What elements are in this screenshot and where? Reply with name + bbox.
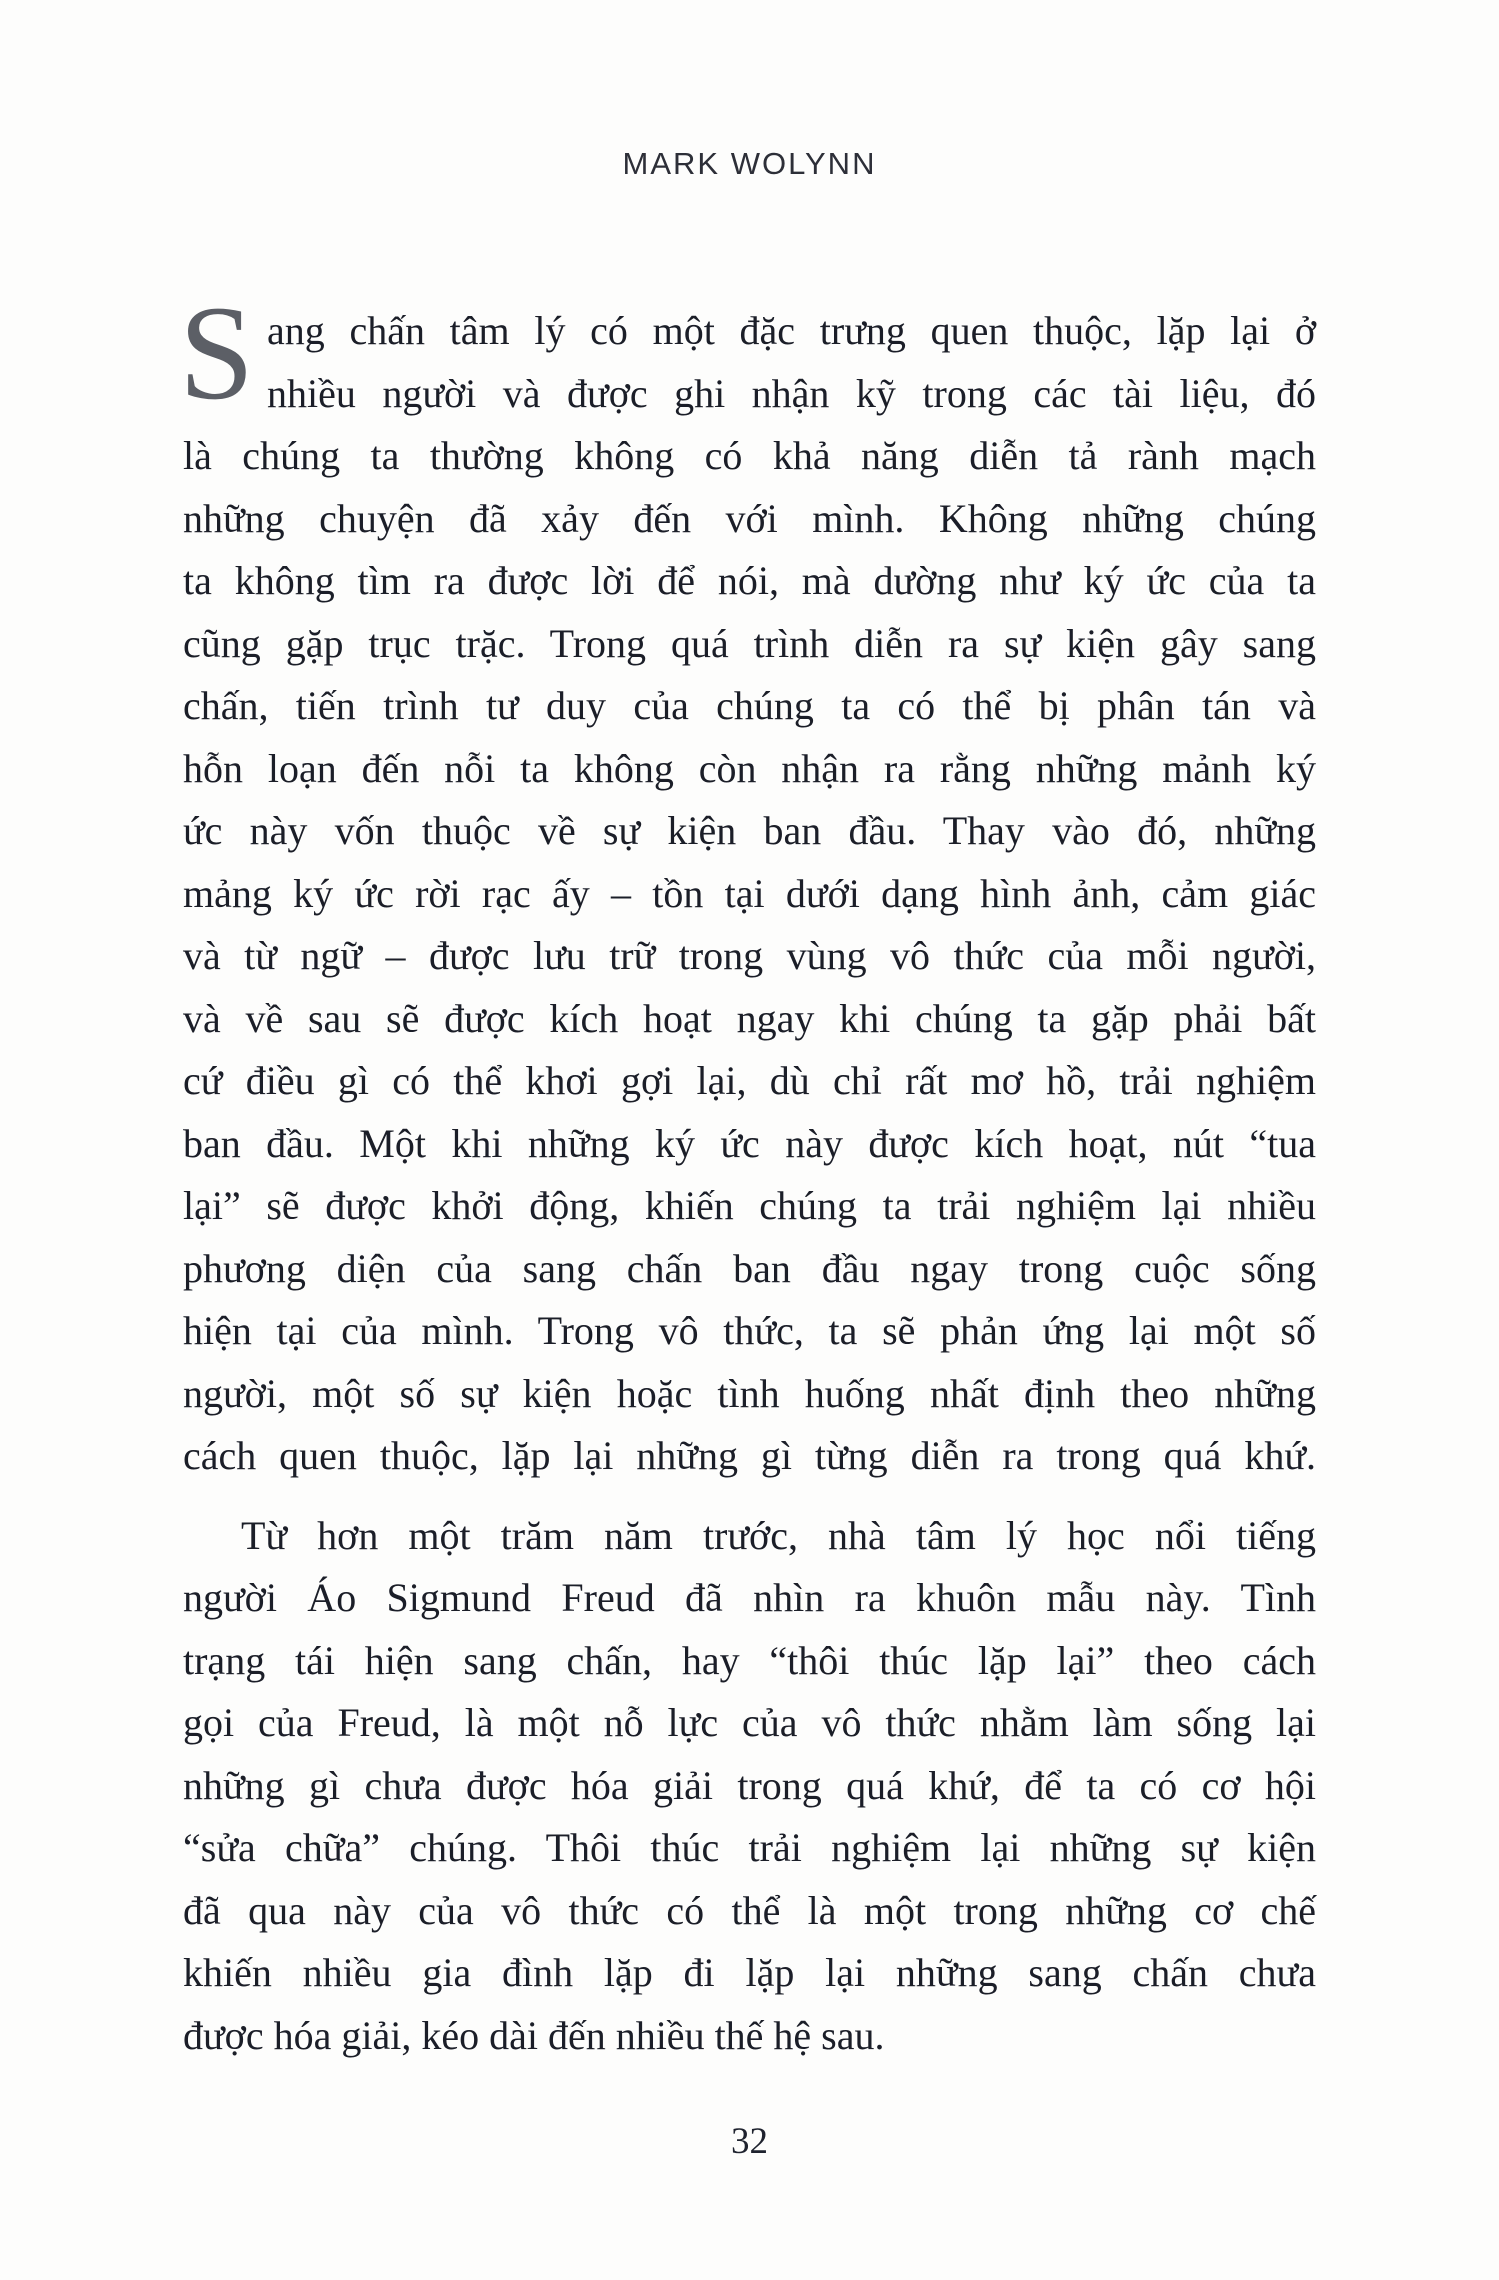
text-line: ta không tìm ra được lời để nói, mà dường như ký ức của ta <box>183 558 1316 603</box>
text-line: gọi của Freud, là một nỗ lực của vô thức nhằm làm sống lại <box>183 1700 1316 1745</box>
paragraph-1 <box>179 279 1316 1488</box>
text-line: Từ hơn một trăm năm trước, nhà tâm lý học nổi tiếng <box>241 1512 1316 1558</box>
text-line: hiện tại của mình. Trong vô thức, ta sẽ phản ứng lại một số <box>183 1308 1316 1353</box>
body-text <box>179 279 1316 2067</box>
paragraph-2 <box>183 1505 1316 2068</box>
text-line: khiến nhiều gia đình lặp đi lặp lại những sang chấn chưa <box>183 1950 1316 1995</box>
text-line: ang chấn tâm lý có một đặc trưng quen thuộc, lặp lại ở <box>267 308 1316 353</box>
text-line: nhiều người và được ghi nhận kỹ trong các tài liệu, đó <box>267 370 1316 416</box>
text-line: hỗn loạn đến nỗi ta không còn nhận ra rằng những mảnh ký <box>183 745 1316 791</box>
text-line: ức này vốn thuộc về sự kiện ban đầu. Thay vào đó, những <box>183 808 1316 853</box>
text-line: người Áo Sigmund Freud đã nhìn ra khuôn mẫu này. Tình <box>183 1575 1316 1620</box>
text-line: những chuyện đã xảy đến với mình. Không những chúng <box>183 495 1316 541</box>
text-line: và từ ngữ – được lưu trữ trong vùng vô thức của mỗi người, <box>183 933 1316 978</box>
text-line: mảng ký ức rời rạc ấy – tồn tại dưới dạng hình ảnh, cảm giác <box>183 870 1316 916</box>
text-line: và về sau sẽ được kích hoạt ngay khi chúng ta gặp phải bất <box>183 995 1316 1041</box>
text-line: lại” sẽ được khởi động, khiến chúng ta trải nghiệm lại nhiều <box>183 1183 1316 1228</box>
text-line: người, một số sự kiện hoặc tình huống nhất định theo những <box>183 1370 1316 1416</box>
text-line: được hóa giải, kéo dài đến nhiều thế hệ sau. <box>183 2012 885 2058</box>
text-line: phương diện của sang chấn ban đầu ngay trong cuộc sống <box>183 1245 1316 1291</box>
page-number: 32 <box>731 2121 768 2162</box>
text-line: trạng tái hiện sang chấn, hay “thôi thúc lặp lại” theo cách <box>183 1637 1316 1683</box>
text-line: cứ điều gì có thể khơi gợi lại, dù chỉ rất mơ hồ, trải nghiệm <box>183 1058 1316 1103</box>
text-line: ban đầu. Một khi những ký ức này được kích hoạt, nút “tua <box>183 1120 1316 1166</box>
text-line: cách quen thuộc, lặp lại những gì từng diễn ra trong quá khứ. <box>183 1433 1316 1478</box>
text-line: cũng gặp trục trặc. Trong quá trình diễn ra sự kiện gây sang <box>183 620 1316 666</box>
text-line: những gì chưa được hóa giải trong quá khứ, để ta có cơ hội <box>183 1762 1316 1808</box>
text-line: chấn, tiến trình tư duy của chúng ta có thể bị phân tán và <box>183 683 1316 728</box>
drop-cap: S <box>179 279 255 428</box>
text-line: “sửa chữa” chúng. Thôi thúc trải nghiệm lại những sự kiện <box>183 1825 1316 1870</box>
text-line: đã qua này của vô thức có thể là một trong những cơ chế <box>183 1887 1316 1933</box>
text-line: là chúng ta thường không có khả năng diễn tả rành mạch <box>183 433 1316 478</box>
running-header-author: MARK WOLYNN <box>622 146 877 181</box>
